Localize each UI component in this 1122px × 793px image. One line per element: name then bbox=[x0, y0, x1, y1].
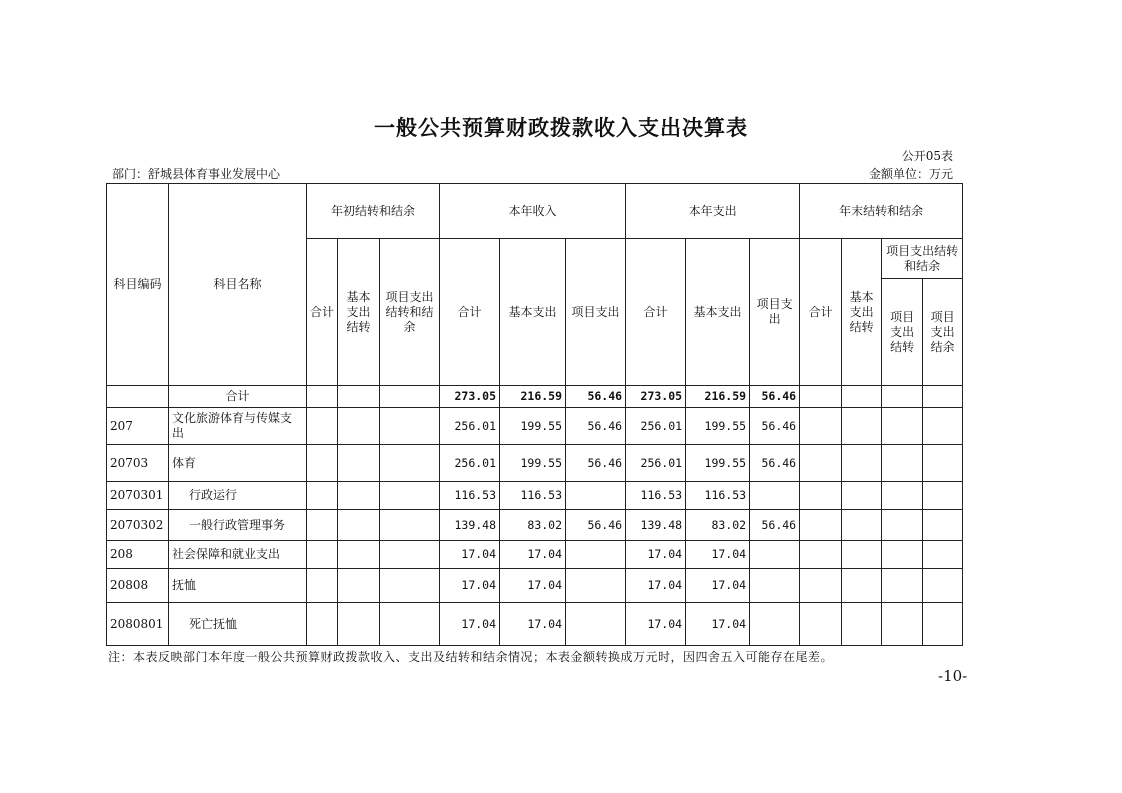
cell-end-total bbox=[800, 603, 842, 646]
cell-end-total bbox=[800, 482, 842, 510]
cell-begin-basic bbox=[338, 386, 380, 408]
cell-expense-basic: 216.59 bbox=[686, 386, 750, 408]
cell-begin-basic bbox=[338, 445, 380, 482]
cell-income-total: 139.48 bbox=[440, 510, 500, 541]
form-number: 公开05表 bbox=[901, 149, 953, 163]
cell-end-basic bbox=[842, 510, 882, 541]
header-begin-total: 合计 bbox=[307, 239, 338, 386]
header-end-project-balance: 项目支出结余 bbox=[923, 279, 963, 386]
cell-expense-basic: 199.55 bbox=[686, 408, 750, 445]
cell-expense-total: 17.04 bbox=[626, 541, 686, 569]
cell-expense-total: 256.01 bbox=[626, 445, 686, 482]
header-code: 科目编码 bbox=[107, 184, 169, 386]
cell-begin-total bbox=[307, 408, 338, 445]
cell-begin-project bbox=[380, 541, 440, 569]
cell-end-project-balance bbox=[923, 603, 963, 646]
cell-end-project-balance bbox=[923, 510, 963, 541]
header-end-project-carry: 项目支出结转 bbox=[882, 279, 923, 386]
department-label: 部门：舒城县体育事业发展中心 bbox=[112, 167, 281, 181]
cell-income-basic: 17.04 bbox=[500, 603, 566, 646]
cell-expense-total: 273.05 bbox=[626, 386, 686, 408]
cell-name: 抚恤 bbox=[169, 569, 307, 603]
cell-begin-project bbox=[380, 386, 440, 408]
cell-expense-project: 56.46 bbox=[750, 445, 800, 482]
cell-name: 文化旅游体育与传媒支出 bbox=[169, 408, 307, 445]
cell-name: 一般行政管理事务 bbox=[169, 510, 307, 541]
cell-begin-total bbox=[307, 569, 338, 603]
cell-code: 2070301 bbox=[107, 482, 169, 510]
table-row bbox=[107, 510, 963, 541]
header-name: 科目名称 bbox=[169, 184, 307, 386]
cell-income-project bbox=[566, 603, 626, 646]
cell-end-project-balance bbox=[923, 541, 963, 569]
cell-income-basic: 17.04 bbox=[500, 541, 566, 569]
cell-income-project bbox=[566, 569, 626, 603]
cell-end-basic bbox=[842, 482, 882, 510]
cell-income-project: 56.46 bbox=[566, 510, 626, 541]
cell-expense-basic: 199.55 bbox=[686, 445, 750, 482]
cell-begin-project bbox=[380, 510, 440, 541]
cell-expense-project bbox=[750, 482, 800, 510]
document-title: 一般公共预算财政拨款收入支出决算表 bbox=[374, 116, 748, 140]
cell-expense-total: 17.04 bbox=[626, 603, 686, 646]
cell-expense-project: 56.46 bbox=[750, 510, 800, 541]
cell-expense-project bbox=[750, 541, 800, 569]
cell-code: 2080801 bbox=[107, 603, 169, 646]
cell-expense-project bbox=[750, 603, 800, 646]
cell-income-project bbox=[566, 482, 626, 510]
cell-end-total bbox=[800, 445, 842, 482]
cell-income-total: 116.53 bbox=[440, 482, 500, 510]
cell-name: 体育 bbox=[169, 445, 307, 482]
cell-income-project: 56.46 bbox=[566, 408, 626, 445]
cell-expense-total: 116.53 bbox=[626, 482, 686, 510]
cell-income-total: 256.01 bbox=[440, 445, 500, 482]
budget-table bbox=[106, 183, 963, 646]
cell-income-basic: 116.53 bbox=[500, 482, 566, 510]
cell-end-basic bbox=[842, 408, 882, 445]
cell-income-project: 56.46 bbox=[566, 386, 626, 408]
cell-end-project-carry bbox=[882, 603, 923, 646]
cell-name: 行政运行 bbox=[169, 482, 307, 510]
header-end-basic: 基本支出结转 bbox=[842, 239, 882, 386]
cell-end-project-carry bbox=[882, 445, 923, 482]
header-income-project: 项目支出 bbox=[566, 239, 626, 386]
cell-end-project-balance bbox=[923, 569, 963, 603]
cell-expense-project: 56.46 bbox=[750, 386, 800, 408]
cell-end-project-carry bbox=[882, 569, 923, 603]
cell-begin-basic bbox=[338, 541, 380, 569]
cell-code: 207 bbox=[107, 408, 169, 445]
cell-income-basic: 199.55 bbox=[500, 445, 566, 482]
cell-begin-total bbox=[307, 482, 338, 510]
cell-expense-basic: 17.04 bbox=[686, 541, 750, 569]
cell-begin-basic bbox=[338, 603, 380, 646]
cell-expense-total: 17.04 bbox=[626, 569, 686, 603]
header-end-project-group: 项目支出结转和结余 bbox=[882, 239, 963, 279]
cell-begin-basic bbox=[338, 408, 380, 445]
table-row bbox=[107, 569, 963, 603]
cell-begin-project bbox=[380, 482, 440, 510]
cell-begin-project bbox=[380, 445, 440, 482]
cell-begin-project bbox=[380, 569, 440, 603]
cell-end-project-carry bbox=[882, 541, 923, 569]
cell-end-total bbox=[800, 541, 842, 569]
cell-end-project-balance bbox=[923, 482, 963, 510]
cell-end-project-carry bbox=[882, 408, 923, 445]
table-row bbox=[107, 445, 963, 482]
header-end-total: 合计 bbox=[800, 239, 842, 386]
cell-begin-total bbox=[307, 386, 338, 408]
table-row-total bbox=[107, 386, 963, 408]
header-expense-project: 项目支出 bbox=[750, 239, 800, 386]
cell-end-total bbox=[800, 569, 842, 603]
cell-income-total: 273.05 bbox=[440, 386, 500, 408]
cell-expense-basic: 116.53 bbox=[686, 482, 750, 510]
cell-income-total: 256.01 bbox=[440, 408, 500, 445]
cell-end-project-carry bbox=[882, 510, 923, 541]
cell-income-total: 17.04 bbox=[440, 603, 500, 646]
unit-label: 金额单位：万元 bbox=[868, 167, 953, 181]
cell-begin-basic bbox=[338, 569, 380, 603]
cell-end-basic bbox=[842, 541, 882, 569]
cell-begin-project bbox=[380, 603, 440, 646]
cell-end-project-carry bbox=[882, 386, 923, 408]
cell-code bbox=[107, 386, 169, 408]
cell-begin-total bbox=[307, 510, 338, 541]
cell-expense-basic: 17.04 bbox=[686, 569, 750, 603]
cell-income-basic: 83.02 bbox=[500, 510, 566, 541]
cell-code: 2070302 bbox=[107, 510, 169, 541]
cell-end-project-carry bbox=[882, 482, 923, 510]
cell-end-project-balance bbox=[923, 386, 963, 408]
cell-begin-total bbox=[307, 445, 338, 482]
cell-end-basic bbox=[842, 603, 882, 646]
header-group-income: 本年收入 bbox=[440, 184, 626, 239]
cell-end-basic bbox=[842, 569, 882, 603]
cell-income-project bbox=[566, 541, 626, 569]
cell-end-total bbox=[800, 386, 842, 408]
header-group-begin: 年初结转和结余 bbox=[307, 184, 440, 239]
cell-expense-basic: 83.02 bbox=[686, 510, 750, 541]
cell-begin-basic bbox=[338, 482, 380, 510]
table-row bbox=[107, 603, 963, 646]
table-row bbox=[107, 482, 963, 510]
cell-name: 合计 bbox=[169, 386, 307, 408]
cell-name: 死亡抚恤 bbox=[169, 603, 307, 646]
cell-expense-total: 256.01 bbox=[626, 408, 686, 445]
header-income-basic: 基本支出 bbox=[500, 239, 566, 386]
cell-code: 20703 bbox=[107, 445, 169, 482]
cell-end-total bbox=[800, 408, 842, 445]
cell-begin-basic bbox=[338, 510, 380, 541]
cell-code: 208 bbox=[107, 541, 169, 569]
header-group-end: 年末结转和结余 bbox=[800, 184, 963, 239]
cell-income-basic: 17.04 bbox=[500, 569, 566, 603]
cell-expense-basic: 17.04 bbox=[686, 603, 750, 646]
header-begin-project: 项目支出结转和结余 bbox=[380, 239, 440, 386]
cell-income-total: 17.04 bbox=[440, 569, 500, 603]
header-expense-basic: 基本支出 bbox=[686, 239, 750, 386]
cell-income-project: 56.46 bbox=[566, 445, 626, 482]
cell-name: 社会保障和就业支出 bbox=[169, 541, 307, 569]
cell-income-basic: 216.59 bbox=[500, 386, 566, 408]
table-row bbox=[107, 408, 963, 445]
cell-code: 20808 bbox=[107, 569, 169, 603]
cell-end-project-balance bbox=[923, 408, 963, 445]
header-begin-basic: 基本支出结转 bbox=[338, 239, 380, 386]
cell-income-total: 17.04 bbox=[440, 541, 500, 569]
header-group-expense: 本年支出 bbox=[626, 184, 800, 239]
page-number: -10- bbox=[938, 667, 968, 685]
cell-begin-total bbox=[307, 541, 338, 569]
cell-end-project-balance bbox=[923, 445, 963, 482]
cell-expense-project bbox=[750, 569, 800, 603]
footnote: 注：本表反映部门本年度一般公共预算财政拨款收入、支出及结转和结余情况；本表金额转换成万元时，因四舍五入可能存在尾差。 bbox=[108, 650, 834, 664]
cell-expense-project: 56.46 bbox=[750, 408, 800, 445]
header-income-total: 合计 bbox=[440, 239, 500, 386]
cell-income-basic: 199.55 bbox=[500, 408, 566, 445]
cell-end-basic bbox=[842, 445, 882, 482]
cell-expense-total: 139.48 bbox=[626, 510, 686, 541]
header-row-groups bbox=[107, 184, 963, 239]
cell-end-total bbox=[800, 510, 842, 541]
table-row bbox=[107, 541, 963, 569]
cell-begin-total bbox=[307, 603, 338, 646]
cell-begin-project bbox=[380, 408, 440, 445]
header-expense-total: 合计 bbox=[626, 239, 686, 386]
cell-end-basic bbox=[842, 386, 882, 408]
